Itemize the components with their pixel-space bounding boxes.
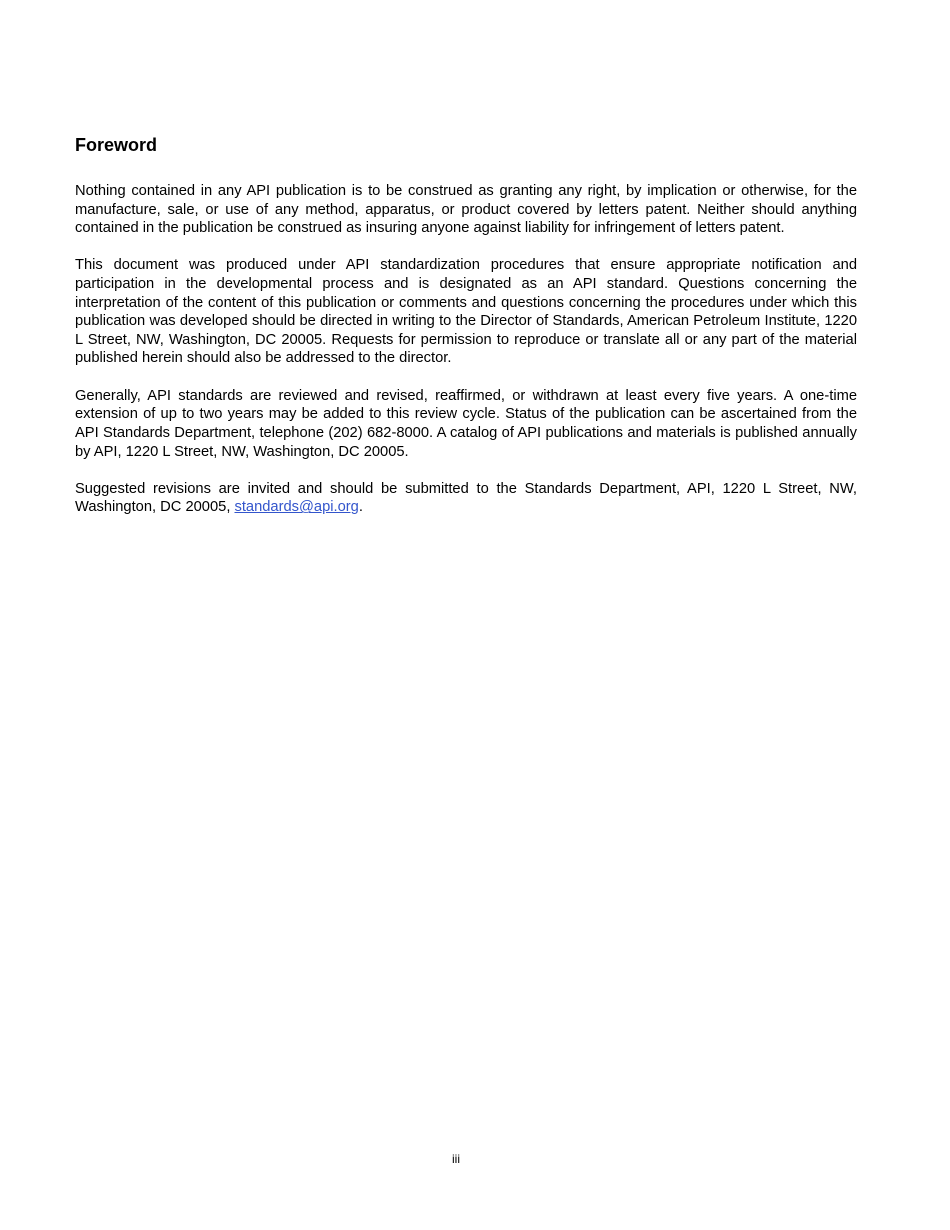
paragraph-suggested-revisions xyxy=(75,480,857,517)
paragraph-standardization-procedures: This document was produced under API standardization procedures that ensure appropriate notification and participation in the developmental process and is designated as an API standard. Questions concerning the interpretation of the content of this publication or comments and questions concerning the procedures under which this publication was developed should be directed in writing to the Director of Standards, American Petroleum Institute, 1220 L Street, NW, Washington, DC 20005. Requests for permission to reproduce or translate all or any part of the material published herein should also be addressed to the director. xyxy=(75,257,857,367)
paragraph-patent-disclaimer: Nothing contained in any API publication is to be construed as granting any right, by implication or otherwise, for the manufacture, sale, or use of any method, apparatus, or product covered by letters patent. Neither should anything contained in the publication be construed as insuring anyone against liability for infringement of letters patent. xyxy=(75,183,857,237)
page-number: iii xyxy=(452,1152,460,1166)
suggested-revisions-period: . xyxy=(358,499,363,516)
suggested-revisions-text: Suggested revisions are invited and should be submitted to the Standards Department, API, 1220 L Street, NW, Washington, DC 20005, xyxy=(75,480,857,516)
standards-email-link[interactable]: standards@api.org xyxy=(234,499,359,516)
foreword-body xyxy=(75,182,857,536)
page-title: Foreword xyxy=(75,135,158,155)
paragraph-review-cycle: Generally, API standards are reviewed and revised, reaffirmed, or withdrawn at least every five years. A one-time extension of up to two years may be added to this review cycle. Status of the publication can be ascertained from the API Standards Department, telephone (202) 682-8000. A catalog of API publications and materials is published annually by API, 1220 L Street, NW, Washington, DC 20005. xyxy=(75,387,857,460)
